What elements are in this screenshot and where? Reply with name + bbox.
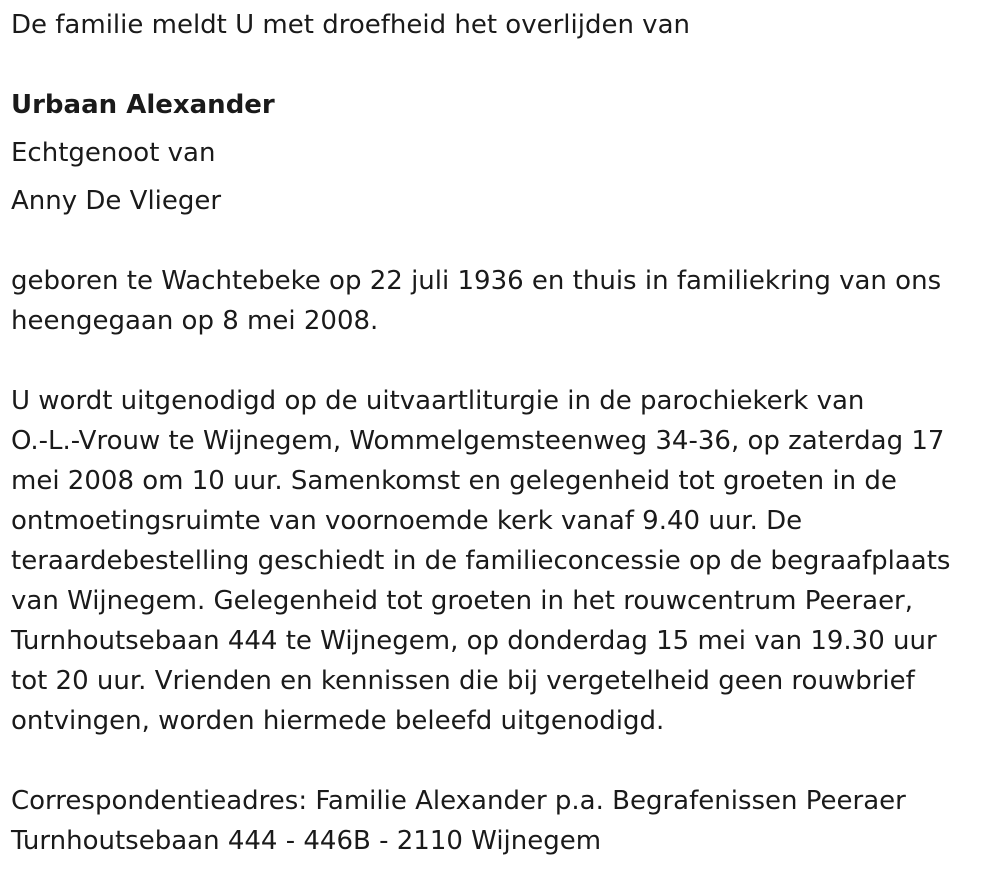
paragraph-line: tot 20 uur. Vrienden en kennissen die bij vergetelheid geen rouwbrief [11, 666, 915, 696]
spouse-name: Anny De Vlieger [11, 186, 222, 216]
paragraph-line: mei 2008 om 10 uur. Samenkomst en gelegenheid tot groeten in de [11, 466, 897, 496]
deceased-name: Urbaan Alexander [11, 90, 275, 120]
paragraph-line: teraardebestelling geschiedt in de familieconcessie op de begraafplaats [11, 546, 951, 576]
relation-label: Echtgenoot van [11, 138, 216, 168]
paragraph-line: U wordt uitgenodigd op de uitvaartliturgie in de parochiekerk van [11, 386, 865, 416]
paragraph-line: ontvingen, worden hiermede beleefd uitgenodigd. [11, 706, 665, 736]
paragraph-line: Turnhoutsebaan 444 - 446B - 2110 Wijnegem [11, 826, 602, 856]
paragraph-line: Turnhoutsebaan 444 te Wijnegem, op donderdag 15 mei van 19.30 uur [11, 626, 937, 656]
paragraph-line: O.-L.-Vrouw te Wijnegem, Wommelgemsteenweg 34-36, op zaterdag 17 [11, 426, 945, 456]
paragraph-line: ontmoetingsruimte van voornoemde kerk vanaf 9.40 uur. De [11, 506, 803, 536]
paragraph-line: geboren te Wachtebeke op 22 juli 1936 en thuis in familiekring van ons [11, 266, 942, 296]
paragraph-line: van Wijnegem. Gelegenheid tot groeten in het rouwcentrum Peeraer, [11, 586, 914, 616]
paragraph-line: heengegaan op 8 mei 2008. [11, 306, 379, 336]
intro-text: De familie meldt U met droefheid het overlijden van [11, 10, 690, 40]
paragraph-line: Correspondentieadres: Familie Alexander p.a. Begrafenissen Peeraer [11, 786, 906, 816]
